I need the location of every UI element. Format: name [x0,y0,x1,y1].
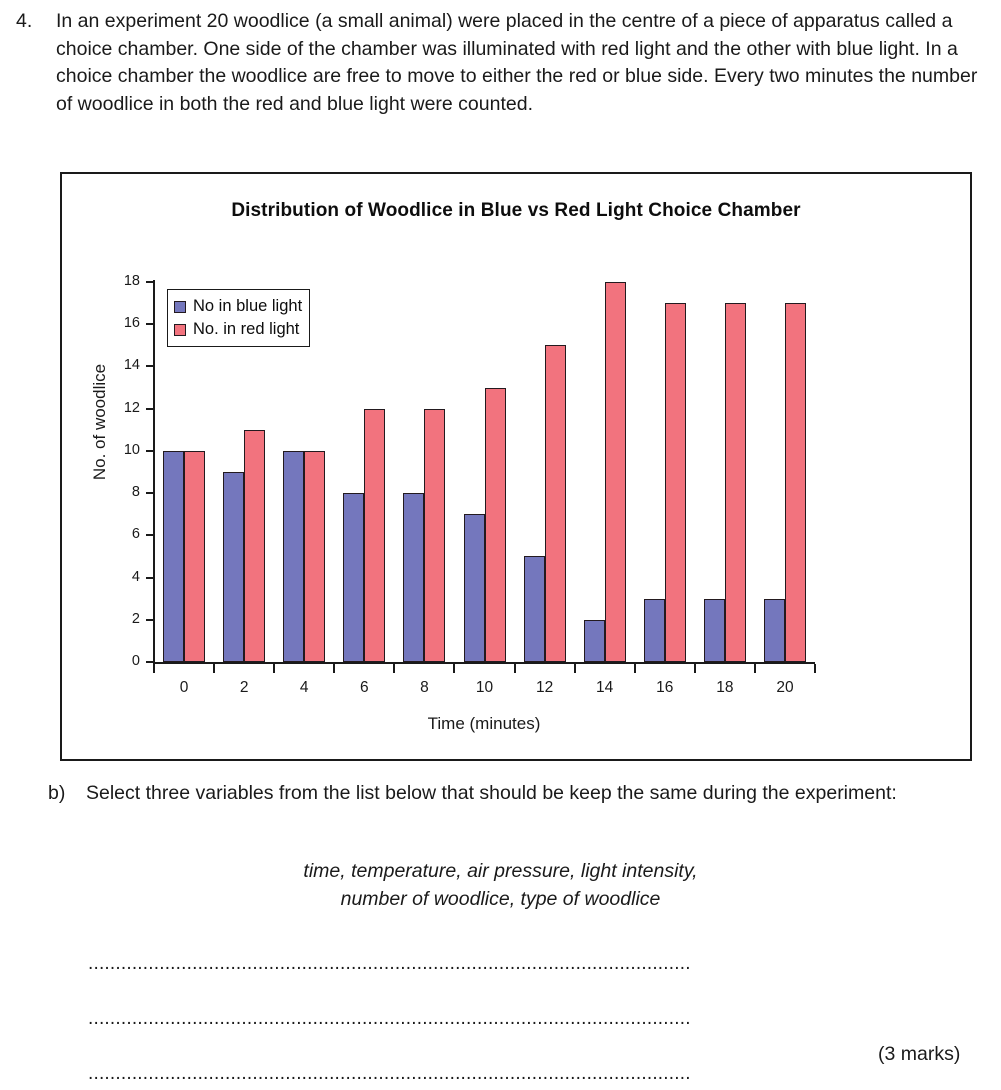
x-tick-0 [153,664,155,673]
bar-red-t16 [665,303,686,662]
y-tick-label-2: 2 [131,610,140,627]
x-tick-label-8: 8 [420,679,429,696]
x-tick-label-4: 4 [299,679,309,696]
y-tick-label-12: 12 [123,399,140,416]
y-tick-10 [146,450,154,452]
bar-blue-t6 [343,493,364,662]
chart-figure-box [60,172,972,761]
x-tick-4 [393,664,395,673]
x-tick-label-10: 10 [475,679,494,696]
bar-red-t6 [364,409,385,662]
chart-plot-area [62,174,970,759]
legend-item-red [174,318,302,341]
chart-legend [167,289,310,347]
y-tick-14 [146,365,154,367]
y-tick-16 [146,323,154,325]
legend-swatch-blue-icon [174,301,186,313]
part-b-text: Select three variables from the list below that should be keep the same during the experiment: [86,782,897,804]
bar-blue-t8 [403,493,424,662]
x-tick-label-14: 14 [596,679,614,696]
x-tick-label-16: 16 [656,679,674,696]
x-tick-11 [814,664,816,673]
bar-red-t0 [184,451,205,662]
variables-line-1: time, temperature, air pressure, light intensity, [303,860,698,882]
y-tick-label-4: 4 [131,568,140,585]
y-tick-12 [146,408,154,410]
legend-label-blue: No in blue light [193,297,303,316]
x-tick-label-18: 18 [716,679,734,696]
x-tick-2 [273,664,275,673]
x-axis-title: Time (minutes) [427,714,541,733]
y-tick-label-14: 14 [123,357,140,374]
legend-swatch-red-icon [174,324,186,336]
bar-blue-t0 [163,451,184,662]
bar-blue-t4 [283,451,304,662]
bar-red-t20 [785,303,806,662]
x-tick-7 [574,664,576,673]
answer-line-1[interactable]: .............................................................................................................. [88,954,691,973]
y-tick-label-0: 0 [131,653,140,669]
bar-blue-t14 [584,620,605,662]
x-tick-label-2: 2 [239,679,249,696]
question-stem-text: In an experiment 20 woodlice (a small animal) were placed in the centre of a piece of apparatus called a choice chamber. One side of the chamber was illuminated with red light and the other with blue light. In a choice chamber the woodlice are free to move to either the red or blue side. Every two minutes the number of woodlice in both the red and blue light were counted. [56,10,978,115]
x-tick-1 [213,664,215,673]
x-tick-label-6: 6 [360,679,369,696]
x-tick-6 [514,664,516,673]
marks-label: (3 marks) [878,1043,961,1065]
y-tick-8 [146,492,154,494]
bar-red-t10 [485,388,506,662]
y-tick-label-16: 16 [123,315,140,332]
part-b-block [48,780,978,808]
question-number: 4. [16,10,33,32]
question-block [14,8,979,118]
y-tick-2 [146,619,154,621]
x-tick-label-0: 0 [179,679,189,696]
bar-red-t12 [545,345,566,662]
answer-line-3[interactable]: .............................................................................................................. [88,1064,691,1083]
bar-red-t2 [244,430,265,662]
bar-red-t18 [725,303,746,662]
y-tick-label-6: 6 [131,526,140,543]
bar-blue-t2 [223,472,244,662]
x-tick-8 [634,664,636,673]
legend-item-blue [174,295,302,318]
y-tick-18 [146,281,154,283]
chart-title: Distribution of Woodlice in Blue vs Red Light Choice Chamber [231,200,801,221]
x-tick-9 [694,664,696,673]
y-axis-line [153,280,155,664]
bar-blue-t16 [644,599,665,662]
x-tick-3 [333,664,335,673]
part-b-label: b) [48,782,66,804]
x-tick-5 [453,664,455,673]
bar-blue-t10 [464,514,485,662]
x-tick-label-12: 12 [535,679,554,696]
x-tick-label-20: 20 [776,679,794,696]
variables-line-2: number of woodlice, type of woodlice [340,887,661,910]
y-tick-label-18: 18 [123,273,140,289]
bar-red-t4 [304,451,325,662]
legend-label-red: No. in red light [193,320,300,339]
bar-blue-t12 [524,556,545,662]
bar-red-t14 [605,282,626,662]
y-tick-label-8: 8 [131,484,140,501]
bar-blue-t18 [704,599,725,662]
x-axis-line [153,662,815,664]
y-tick-4 [146,577,154,579]
y-tick-0 [146,661,154,663]
y-tick-6 [146,534,154,536]
variables-list [0,858,1001,913]
bar-blue-t20 [764,599,785,662]
bar-red-t8 [424,409,445,662]
answer-line-2[interactable]: .............................................................................................................. [88,1009,691,1028]
y-tick-label-10: 10 [123,441,140,458]
x-tick-10 [754,664,756,673]
y-axis-title: No. of woodlice [90,363,109,481]
